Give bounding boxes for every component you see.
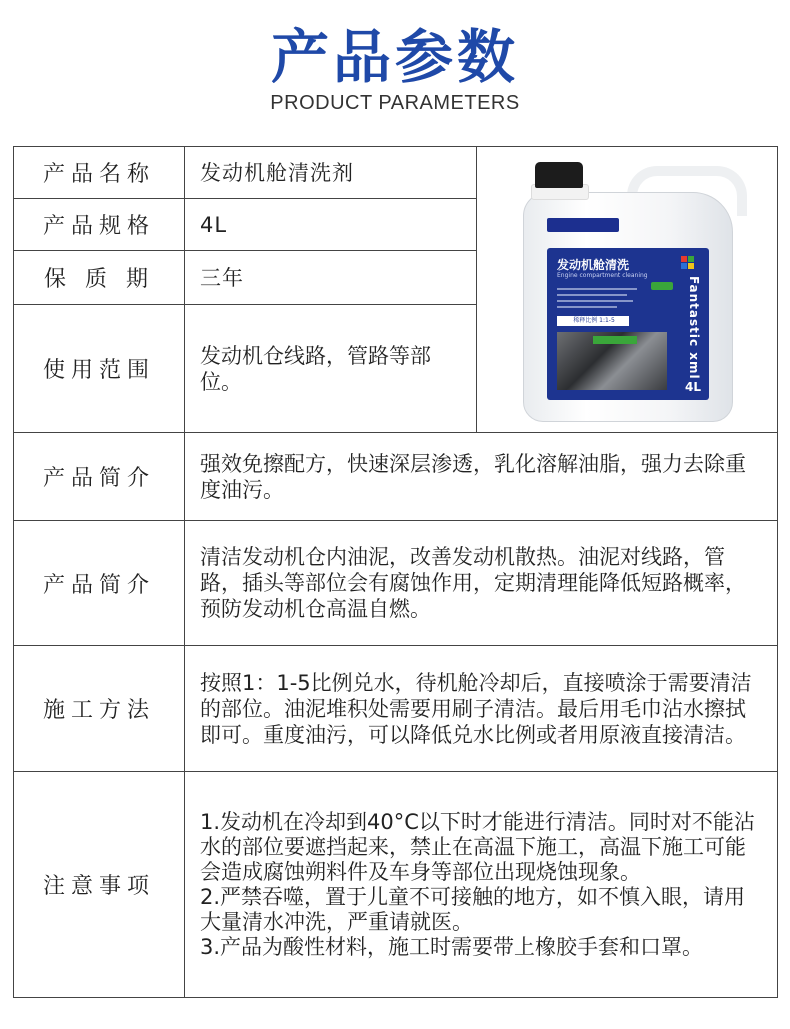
row-value: 4L [185, 199, 477, 251]
row-value: 发动机舱清洗剂 [185, 147, 477, 199]
row-label: 产品简介 [14, 433, 185, 521]
brand-squares-icon [681, 256, 701, 270]
engine-photo [557, 332, 667, 390]
row-value: 三年 [185, 251, 477, 305]
row-label: 注意事项 [14, 772, 185, 998]
label-ratio: 稀释比例 1:1-5 [557, 316, 629, 326]
table-row [14, 646, 778, 772]
label-title: 发动机舱清洗 [557, 257, 630, 272]
note-item: 1.发动机在冷却到40°C以下时才能进行清洁。同时对不能沾水的部位要遮挡起来，禁止在高温下施工，高温下施工可能会造成腐蚀朔料件及车身等部位出现烧蚀现象。 [200, 809, 755, 884]
table-row [14, 147, 778, 199]
brand-strip [547, 218, 619, 232]
table-row [14, 521, 778, 646]
row-label: 产品规格 [14, 199, 185, 251]
label-green-tag [651, 282, 673, 290]
page-title: 产品参数 [270, 23, 519, 91]
note-item: 3.产品为酸性材料，施工时需要带上橡胶手套和口罩。 [200, 934, 704, 959]
label-text-lines [557, 288, 637, 312]
row-label: 产品名称 [14, 147, 185, 199]
row-label: 施工方法 [14, 646, 185, 772]
table-row [14, 772, 778, 998]
row-value: 强效免擦配方，快速深层渗透，乳化溶解油脂，强力去除重度油污。 [185, 433, 778, 521]
row-label: 保 质 期 [14, 251, 185, 305]
notes-cell [185, 772, 778, 998]
row-label: 产品简介 [14, 521, 185, 646]
bottle-cap [535, 162, 583, 188]
row-value: 发动机仓线路，管路等部位。 [185, 305, 477, 433]
label-subtitle: Engine compartment cleaning [557, 271, 648, 279]
table-row [14, 433, 778, 521]
spec-table [13, 146, 778, 998]
row-label: 使用范围 [14, 305, 185, 433]
label-volume: 4L [685, 379, 701, 394]
row-value: 按照1：1-5比例兑水，待机舱冷却后，直接喷涂于需要清洁的部位。油泥堆积处需要用刷子清洁。最后用毛巾沾水擦拭即可。重度油污，可以降低兑水比例或者用原液直接清洁。 [185, 646, 778, 772]
note-item: 2.严禁吞噬，置于儿童不可接触的地方，如不慎入眼，请用大量清水冲洗，严重请就医。 [200, 884, 746, 934]
bottle-label [547, 248, 709, 400]
row-value: 清洁发动机仓内油泥，改善发动机散热。油泥对线路，管路，插头等部位会有腐蚀作用，定期清理能降低短路概率，预防发动机仓高温自燃。 [185, 521, 778, 646]
label-brand-vertical: Fantastic xml [687, 275, 701, 380]
page-subtitle: PRODUCT PARAMETERS [270, 92, 520, 114]
product-image-cell [477, 147, 778, 433]
product-bottle-image [477, 148, 777, 432]
